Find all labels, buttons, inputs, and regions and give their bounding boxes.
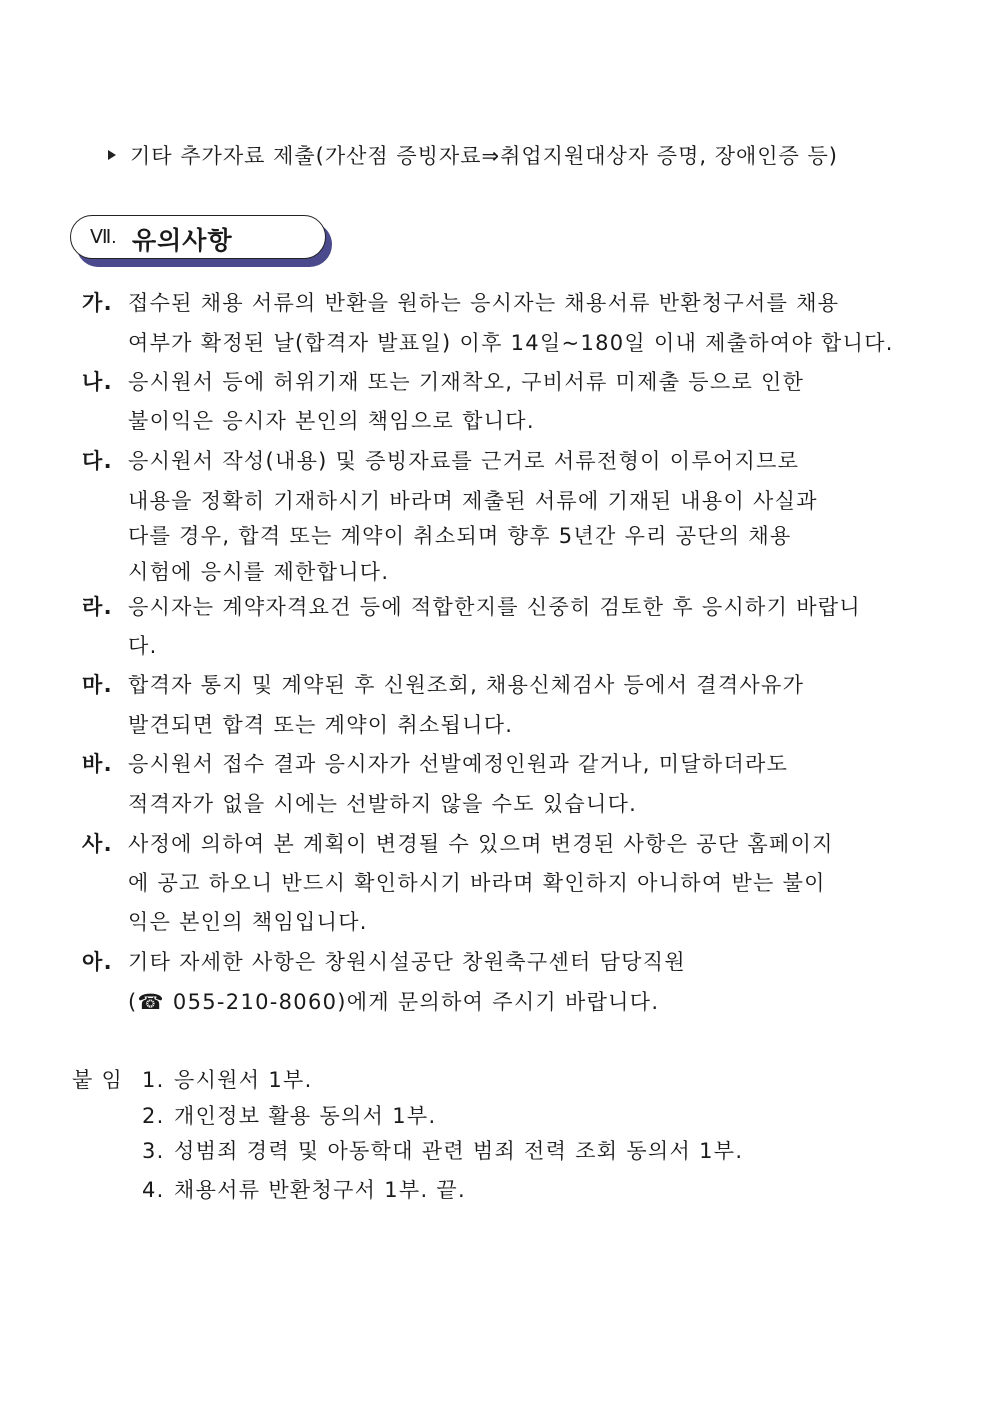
item-line: 내용을 정확히 기재하시기 바라며 제출된 서류에 기재된 내용이 사실과 <box>128 489 818 513</box>
item-mark: 바. <box>82 752 113 776</box>
bullet-text: 기타 추가자료 제출(가산점 증빙자료⇒취업지원대상자 증명, 장애인증 등) <box>130 144 839 168</box>
attachment-number: 2. <box>142 1104 165 1128</box>
attachment-number: 1. <box>142 1068 165 1092</box>
item-line: 익은 본인의 책임입니다. <box>128 910 368 934</box>
item-line: 사정에 의하여 본 계획이 변경될 수 있으며 변경된 사항은 공단 홈페이지 <box>128 832 834 856</box>
item-mark: 마. <box>82 673 113 697</box>
item-line: 다. <box>128 634 158 658</box>
attachment-text: 개인정보 활용 동의서 1부. <box>174 1104 437 1128</box>
item-line: (☎ 055-210-8060)에게 문의하여 주시기 바랍니다. <box>128 990 660 1014</box>
item-line: 기타 자세한 사항은 창원시설공단 창원축구센터 담당직원 <box>128 950 686 974</box>
item-line: 응시원서 접수 결과 응시자가 선발예정인원과 같거나, 미달하더라도 <box>128 752 789 776</box>
item-line: 여부가 확정된 날(합격자 발표일) 이후 14일~180일 이내 제출하여야 합니다. <box>128 331 894 355</box>
triangle-bullet-icon <box>108 150 116 160</box>
item-line: 응시원서 등에 허위기재 또는 기재착오, 구비서류 미제출 등으로 인한 <box>128 370 805 394</box>
section-number: Ⅶ. <box>90 227 117 248</box>
item-mark: 가. <box>82 291 113 315</box>
item-line: 적격자가 없을 시에는 선발하지 않을 수도 있습니다. <box>128 792 638 816</box>
attachment-text: 응시원서 1부. <box>174 1068 313 1092</box>
item-line: 불이익은 응시자 본인의 책임으로 합니다. <box>128 409 535 433</box>
item-line: 다를 경우, 합격 또는 계약이 취소되며 향후 5년간 우리 공단의 채용 <box>128 524 792 548</box>
item-mark: 아. <box>82 950 113 974</box>
item-line: 응시자는 계약자격요건 등에 적합한지를 신중히 검토한 후 응시하기 바랍니 <box>128 595 861 619</box>
item-mark: 다. <box>82 449 113 473</box>
item-line: 발견되면 합격 또는 계약이 취소됩니다. <box>128 713 514 737</box>
attachment-row <box>142 1064 313 1094</box>
item-mark: 사. <box>82 832 113 856</box>
attachment-text: 성범죄 경력 및 아동학대 관련 범죄 전력 조회 동의서 1부. <box>174 1139 744 1163</box>
attachment-row <box>142 1174 466 1204</box>
attachment-number: 3. <box>142 1139 165 1163</box>
section-title: 유의사항 <box>132 226 233 255</box>
item-mark: 라. <box>82 595 113 619</box>
item-line: 접수된 채용 서류의 반환을 원하는 응시자는 채용서류 반환청구서를 채용 <box>128 291 840 315</box>
item-line: 응시원서 작성(내용) 및 증빙자료를 근거로 서류전형이 이루어지므로 <box>128 449 800 473</box>
attachment-number: 4. <box>142 1178 165 1202</box>
item-mark: 나. <box>82 370 113 394</box>
attachment-row <box>142 1135 743 1165</box>
attachment-row <box>142 1100 436 1130</box>
attachments-label: 붙 임 <box>72 1068 124 1092</box>
item-line: 합격자 통지 및 계약된 후 신원조회, 채용신체검사 등에서 결격사유가 <box>128 673 805 697</box>
attachment-text: 채용서류 반환청구서 1부. 끝. <box>174 1178 466 1202</box>
item-line: 에 공고 하오니 반드시 확인하시기 바라며 확인하지 아니하여 받는 불이 <box>128 871 826 895</box>
section-header <box>70 215 332 267</box>
additional-docs-bullet <box>108 140 838 170</box>
item-line: 시험에 응시를 제한합니다. <box>128 560 390 584</box>
